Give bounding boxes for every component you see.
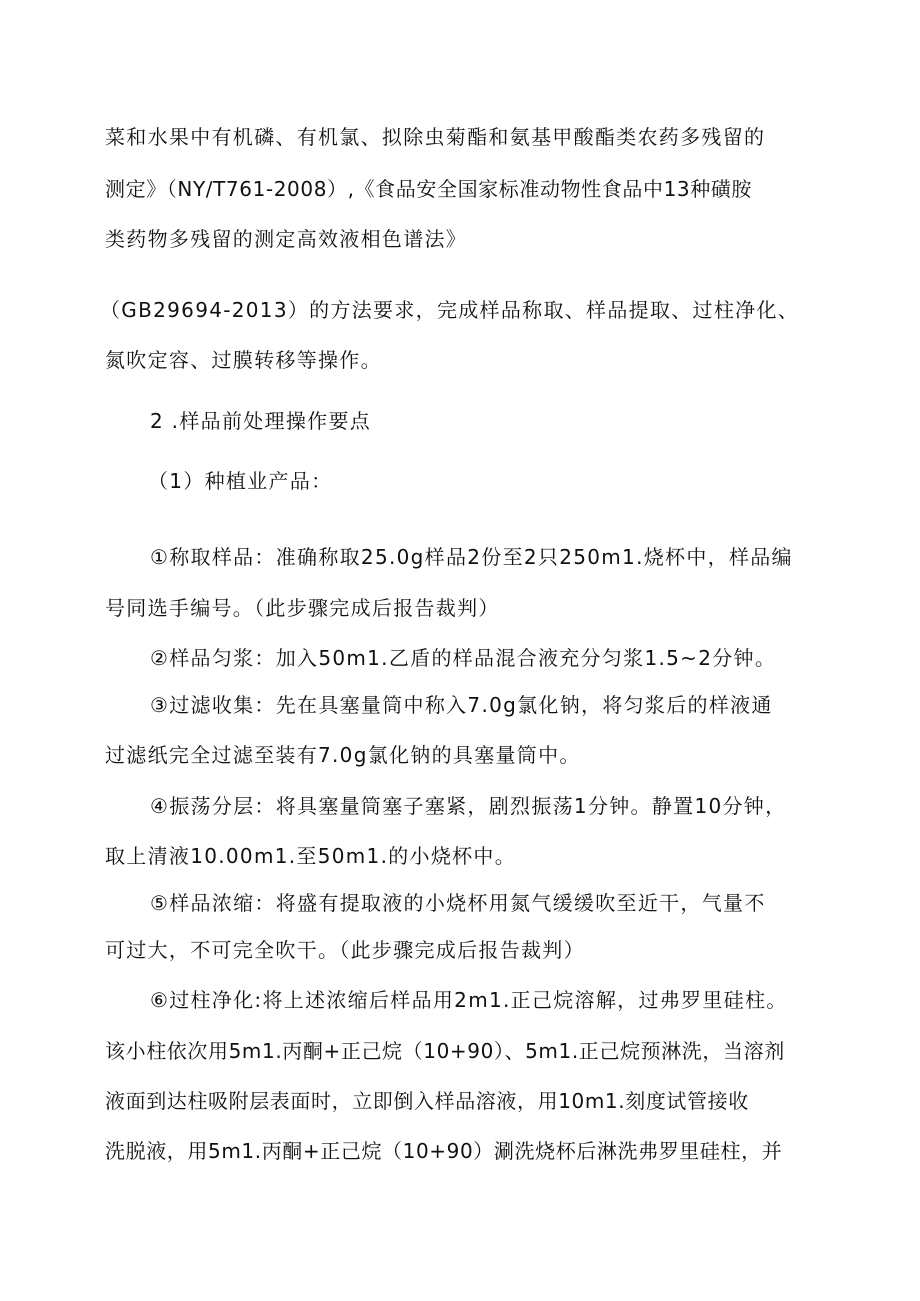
- text-line: 过滤纸完全过滤至装有7.0g氯化钠的具塞量筒中。: [105, 743, 581, 767]
- text-line: 该小柱依次用5m1.丙酮+正己烷（10+90）、5m1.正己烷预淋洗，当溶剂: [105, 1039, 785, 1063]
- text-line: 可过大，不可完全吹干。（此步骤完成后报告裁判）: [105, 938, 585, 962]
- text-line: ②样品匀浆：加入50m1.乙盾的样品混合液充分匀浆1.5~2分钟。: [150, 646, 777, 670]
- text-line: （GB29694-2013）的方法要求，完成样品称取、样品提取、过柱净化、: [100, 298, 800, 322]
- text-line: 液面到达柱吸附层表面时，立即倒入样品溶液，用10m1.刻度试管接收: [105, 1089, 749, 1113]
- text-line: ①称取样品：准确称取25.0g样品2份至2只250m1.烧杯中，样品编: [150, 545, 793, 569]
- text-line: 类药物多残留的测定高效液相色谱法》: [105, 227, 468, 251]
- text-line: 氮吹定容、过膜转移等操作。: [105, 348, 382, 372]
- text-line: 测定》（NY/T761-2008）,《食品安全国家标准动物性食品中13种磺胺: [105, 177, 753, 201]
- text-line: ⑤样品浓缩：将盛有提取液的小烧杯用氮气缓缓吹至近干，气量不: [150, 891, 766, 915]
- section-heading: 2 .样品前处理操作要点: [150, 409, 372, 433]
- text-line: ③过滤收集：先在具塞量筒中称入7.0g氯化钠，将匀浆后的样液通: [150, 693, 773, 717]
- text-line: ④振荡分层：将具塞量筒塞子塞紧，剧烈振荡1分钟。静置10分钟，: [150, 794, 787, 818]
- text-line: ⑥过柱净化:将上述浓缩后样品用2m1.正己烷溶解，过弗罗里硅柱。: [150, 988, 788, 1012]
- text-line: 洗脱液，用5m1.丙酮+正己烷（10+90）涮洗烧杯后淋洗弗罗里硅柱，并: [105, 1139, 783, 1163]
- text-line: 菜和水果中有机磷、有机氯、拟除虫菊酯和氨基甲酸酯类农药多残留的: [105, 125, 766, 149]
- subsection-heading: （1）种植业产品：: [148, 469, 333, 493]
- text-line: 取上清液10.00m1.至50m1.的小烧杯中。: [105, 844, 517, 868]
- text-line: 号同选手编号。（此步骤完成后报告裁判）: [105, 596, 500, 620]
